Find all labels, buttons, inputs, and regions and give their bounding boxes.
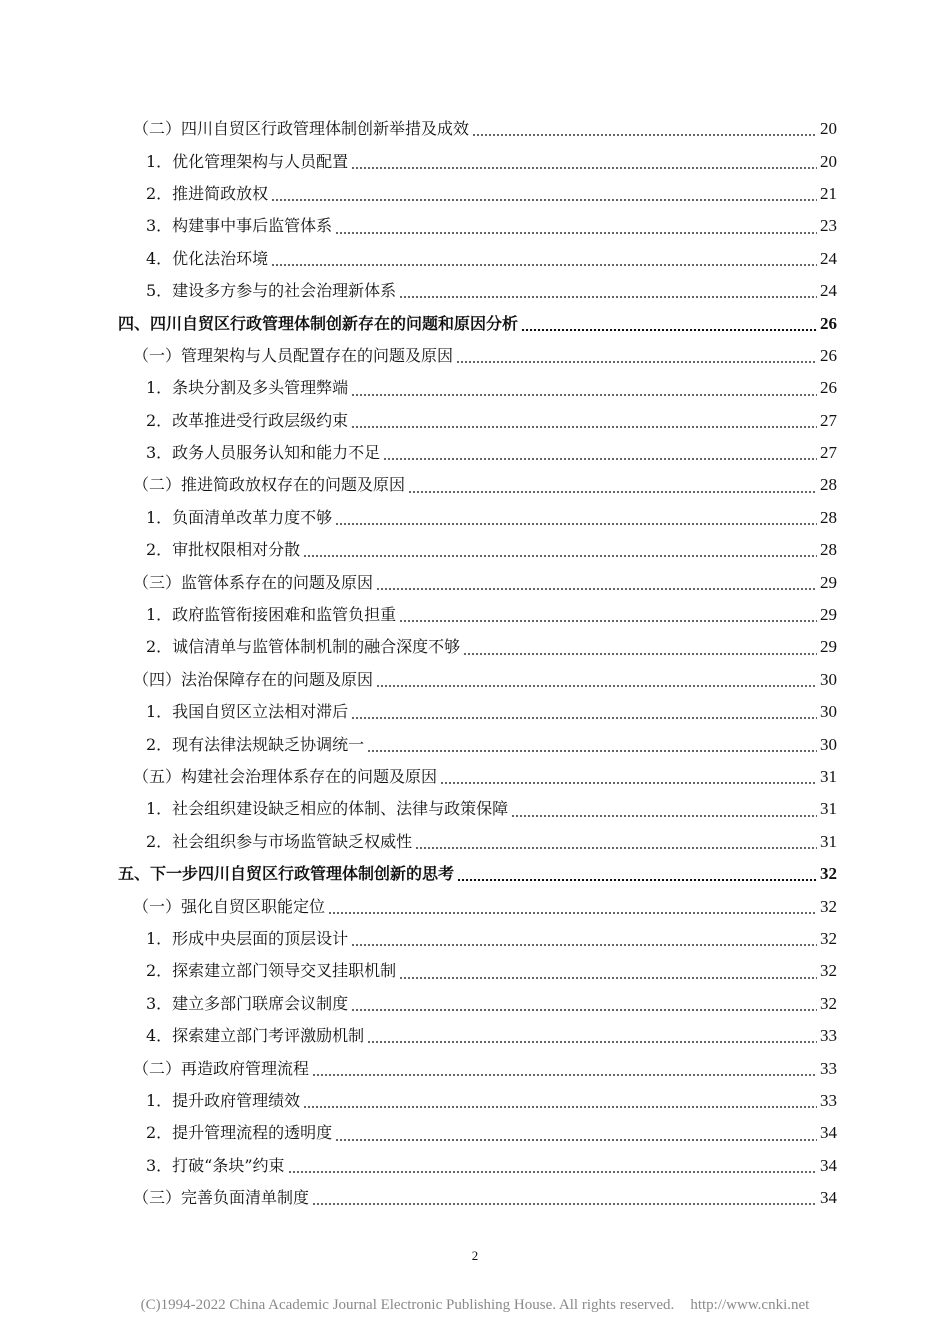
toc-entry-page: 31 xyxy=(820,767,837,786)
toc-entry-title: 2．现有法律法规缺乏协调统一 xyxy=(146,734,365,754)
dot-leader xyxy=(399,296,817,298)
toc-entry-page: 27 xyxy=(820,443,837,463)
dot-leader xyxy=(351,394,817,396)
toc-entry[interactable] xyxy=(0,793,950,825)
toc-entry-title: 2．探索建立部门领导交叉挂职机制 xyxy=(146,961,397,981)
toc-entry-page: 29 xyxy=(820,572,837,592)
toc-entry-page: 33 xyxy=(820,1090,837,1110)
toc-entry[interactable] xyxy=(0,145,950,177)
toc-entry-title: 1．负面清单改革力度不够 xyxy=(146,507,333,527)
toc-entry-title: （一）管理架构与人员配置存在的问题及原因 xyxy=(133,345,454,365)
dot-leader xyxy=(303,555,817,557)
toc-entry[interactable] xyxy=(0,890,950,922)
dot-leader xyxy=(351,167,817,169)
toc-entry-title: 五、下一步四川自贸区行政管理体制创新的思考 xyxy=(118,864,455,884)
dot-leader xyxy=(440,782,817,784)
dot-leader xyxy=(312,1074,817,1076)
dot-leader xyxy=(472,134,817,136)
toc-entry[interactable] xyxy=(0,372,950,404)
dot-leader xyxy=(328,912,817,914)
toc-entry[interactable] xyxy=(0,1020,950,1052)
toc-entry-title: 3．建立多部门联席会议制度 xyxy=(146,993,349,1013)
toc-entry-page: 32 xyxy=(820,993,837,1013)
copyright-text: (C)1994-2022 China Academic Journal Electronic Publishing House. All rights reserved. xyxy=(140,1297,675,1313)
dot-leader xyxy=(351,1009,817,1011)
dot-leader xyxy=(335,523,817,525)
dot-leader xyxy=(335,1139,817,1141)
toc-entry-title: （四）法治保障存在的问题及原因 xyxy=(133,669,374,689)
toc-entry-title: （二）再造政府管理流程 xyxy=(133,1058,310,1078)
dot-leader xyxy=(399,620,817,622)
toc-entry-title: 1．社会组织建设缺乏相应的体制、法律与政策保障 xyxy=(146,799,509,819)
page-number: 2 xyxy=(471,1248,479,1263)
toc-entry-title: 1．我国自贸区立法相对滞后 xyxy=(146,702,349,722)
toc-entry[interactable] xyxy=(0,307,950,339)
toc-entry[interactable] xyxy=(0,243,950,275)
toc-entry-page: 31 xyxy=(820,831,837,851)
dot-leader xyxy=(271,264,817,266)
toc-entry[interactable] xyxy=(0,502,950,534)
toc-entry-page: 32 xyxy=(820,896,837,916)
dot-leader xyxy=(383,458,817,460)
toc-entry-title: 3．打破“条块”约束 xyxy=(146,1155,285,1175)
toc-entry-title: 4．探索建立部门考评激励机制 xyxy=(146,1026,365,1046)
toc-entry-page: 28 xyxy=(820,540,837,560)
toc-entry-title: （三）监管体系存在的问题及原因 xyxy=(133,572,374,592)
table-of-contents xyxy=(0,113,950,1214)
toc-entry-page: 34 xyxy=(820,1155,837,1175)
toc-entry[interactable] xyxy=(0,858,950,890)
dot-leader xyxy=(408,491,817,493)
copyright-footer xyxy=(0,1297,950,1314)
toc-entry[interactable] xyxy=(0,405,950,437)
toc-entry-title: （二）四川自贸区行政管理体制创新举措及成效 xyxy=(133,119,470,139)
toc-entry-page: 30 xyxy=(820,734,837,754)
toc-entry[interactable] xyxy=(0,210,950,242)
toc-entry-page: 20 xyxy=(820,151,837,171)
toc-entry[interactable] xyxy=(0,826,950,858)
toc-entry[interactable] xyxy=(0,696,950,728)
toc-entry-page: 26 xyxy=(820,313,837,333)
toc-entry[interactable] xyxy=(0,955,950,987)
toc-entry-title: （五）构建社会治理体系存在的问题及原因 xyxy=(133,767,438,786)
toc-entry[interactable] xyxy=(0,761,950,793)
dot-leader xyxy=(351,717,817,719)
toc-entry[interactable] xyxy=(0,1150,950,1182)
toc-entry-title: 1．优化管理架构与人员配置 xyxy=(146,151,349,171)
toc-entry-page: 24 xyxy=(820,248,837,268)
dot-leader xyxy=(303,1106,817,1108)
dot-leader xyxy=(399,977,817,979)
toc-entry-title: （三）完善负面清单制度 xyxy=(133,1188,310,1208)
dot-leader xyxy=(288,1171,817,1173)
dot-leader xyxy=(521,329,817,331)
toc-entry-page: 34 xyxy=(820,1123,837,1143)
toc-entry-page: 24 xyxy=(820,281,837,301)
toc-entry-page: 28 xyxy=(820,507,837,527)
dot-leader xyxy=(456,361,817,363)
toc-entry-title: 1．提升政府管理绩效 xyxy=(146,1090,301,1110)
toc-entry-title: 4．优化法治环境 xyxy=(146,248,269,268)
toc-entry-title: 2．推进简政放权 xyxy=(146,183,269,203)
toc-entry-page: 32 xyxy=(820,928,837,948)
toc-entry-title: （二）推进简政放权存在的问题及原因 xyxy=(133,475,406,495)
toc-entry[interactable] xyxy=(0,340,950,372)
toc-entry[interactable] xyxy=(0,988,950,1020)
dot-leader xyxy=(367,750,817,752)
toc-entry[interactable] xyxy=(0,728,950,760)
toc-entry-page: 29 xyxy=(820,637,837,657)
dot-leader xyxy=(457,879,817,881)
toc-entry[interactable] xyxy=(0,1182,950,1214)
dot-leader xyxy=(415,847,817,849)
toc-entry-page: 34 xyxy=(820,1188,837,1208)
toc-entry-title: 3．构建事中事后监管体系 xyxy=(146,216,333,236)
toc-entry-page: 26 xyxy=(820,378,837,398)
dot-leader xyxy=(312,1203,817,1205)
toc-entry-title: 1．政府监管衔接困难和监管负担重 xyxy=(146,605,397,625)
toc-entry[interactable] xyxy=(0,178,950,210)
dot-leader xyxy=(511,815,817,817)
toc-entry-page: 33 xyxy=(820,1026,837,1046)
toc-entry-page: 28 xyxy=(820,475,837,495)
toc-entry-page: 32 xyxy=(820,864,837,884)
toc-entry-page: 20 xyxy=(820,119,837,139)
toc-entry[interactable] xyxy=(0,1052,950,1084)
toc-entry-page: 32 xyxy=(820,961,837,981)
toc-entry[interactable] xyxy=(0,923,950,955)
dot-leader xyxy=(335,232,817,234)
toc-entry-page: 26 xyxy=(820,345,837,365)
dot-leader xyxy=(376,685,817,687)
toc-entry-title: 3．政务人员服务认知和能力不足 xyxy=(146,443,381,463)
toc-entry-page: 30 xyxy=(820,669,837,689)
toc-entry-page: 31 xyxy=(820,799,837,819)
toc-entry-title: 2．审批权限相对分散 xyxy=(146,540,301,560)
dot-leader xyxy=(367,1041,817,1043)
toc-entry-page: 29 xyxy=(820,605,837,625)
toc-entry[interactable] xyxy=(0,1117,950,1149)
toc-entry[interactable] xyxy=(0,469,950,501)
toc-entry-title: 2．社会组织参与市场监管缺乏权威性 xyxy=(146,831,413,851)
dot-leader xyxy=(351,426,817,428)
toc-entry-title: （一）强化自贸区职能定位 xyxy=(133,896,326,916)
toc-entry[interactable] xyxy=(0,275,950,307)
toc-entry[interactable] xyxy=(0,437,950,469)
toc-entry[interactable] xyxy=(0,599,950,631)
toc-entry-page: 21 xyxy=(820,183,837,203)
toc-entry[interactable] xyxy=(0,1085,950,1117)
toc-entry-title: 2．改革推进受行政层级约束 xyxy=(146,410,349,430)
dot-leader xyxy=(376,588,817,590)
toc-entry-title: 2．诚信清单与监管体制机制的融合深度不够 xyxy=(146,637,461,657)
cnki-url-link[interactable]: http://www.cnki.net xyxy=(690,1297,810,1313)
toc-entry[interactable] xyxy=(0,566,950,598)
toc-entry-title: 2．提升管理流程的透明度 xyxy=(146,1123,333,1143)
toc-entry-title: 1．条块分割及多头管理弊端 xyxy=(146,378,349,398)
toc-entry[interactable] xyxy=(0,534,950,566)
toc-entry-page: 27 xyxy=(820,410,837,430)
toc-entry[interactable] xyxy=(0,664,950,696)
toc-entry-title: 5．建设多方参与的社会治理新体系 xyxy=(146,281,397,301)
toc-entry[interactable] xyxy=(0,113,950,145)
toc-entry-title: 四、四川自贸区行政管理体制创新存在的问题和原因分析 xyxy=(118,313,519,333)
dot-leader xyxy=(463,653,817,655)
toc-entry-page: 23 xyxy=(820,216,837,236)
dot-leader xyxy=(351,944,817,946)
toc-entry-page: 30 xyxy=(820,702,837,722)
toc-entry-page: 33 xyxy=(820,1058,837,1078)
toc-entry[interactable] xyxy=(0,631,950,663)
toc-entry-title: 1．形成中央层面的顶层设计 xyxy=(146,928,349,948)
dot-leader xyxy=(271,199,817,201)
